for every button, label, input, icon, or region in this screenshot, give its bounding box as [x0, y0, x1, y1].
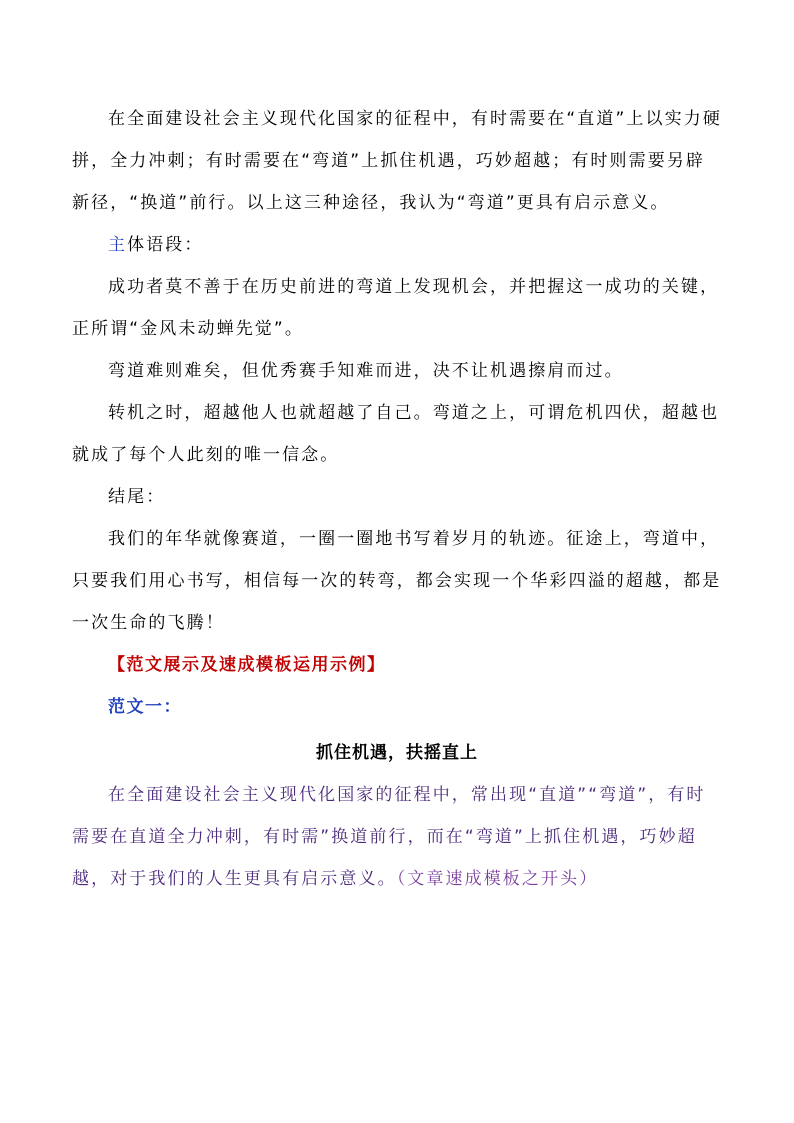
- intro-paragraph: 在全面建设社会主义现代化国家的征程中，有时需要在“直道”上以实力硬拼，全力冲刺；有时需要在“弯道”上抓住机遇，巧妙超越；有时则需要另辟新径，“换道”前行。以上这三种途径，我认为“弯道”更具有启示意义。: [72, 109, 722, 213]
- sample-label: 范文一：: [108, 697, 182, 717]
- essay-title: 抓住机遇，扶摇直上: [316, 743, 478, 763]
- body-paragraph-1: 成功者莫不善于在历史前进的弯道上发现机会，并把握这一成功的关键，正所谓“金风未动蝉先觉”。: [72, 277, 720, 339]
- body-paragraph-2: 弯道难则难矣，但优秀赛手知难而进，决不让机遇擦肩而过。: [108, 361, 624, 381]
- ending-section-label: 结尾：: [108, 487, 166, 507]
- document-content: [72, 98, 722, 900]
- body-section-label: [72, 224, 722, 266]
- ending-paragraph: 我们的年华就像赛道，一圈一圈地书写着岁月的轨迹。征途上，弯道中，只要我们用心书写，相信每一次的转弯，都会实现一个华彩四溢的超越，都是一次生命的飞腾！: [72, 529, 722, 633]
- body-paragraph-3: 转机之时，超越他人也就超越了自己。弯道之上，可谓危机四伏，超越也就成了每个人此刻的唯一信念。: [72, 403, 720, 465]
- essay-template-note: （文章速成模板之开头）: [396, 869, 599, 889]
- essay-opening-text: 在全面建设社会主义现代化国家的征程中，常出现“直道”“弯道”，有时需要在直道全力冲刺，有时需”换道前行，而在“弯道”上抓住机遇，巧妙超越，对于我们的人生更具有启示意义。: [72, 785, 706, 889]
- body-label-first-char: 主: [108, 235, 128, 255]
- essay-opening-paragraph: [72, 774, 722, 900]
- body-label-rest: 体语段：: [127, 235, 204, 255]
- section-heading: 【范文展示及速成模板运用示例】: [108, 655, 386, 675]
